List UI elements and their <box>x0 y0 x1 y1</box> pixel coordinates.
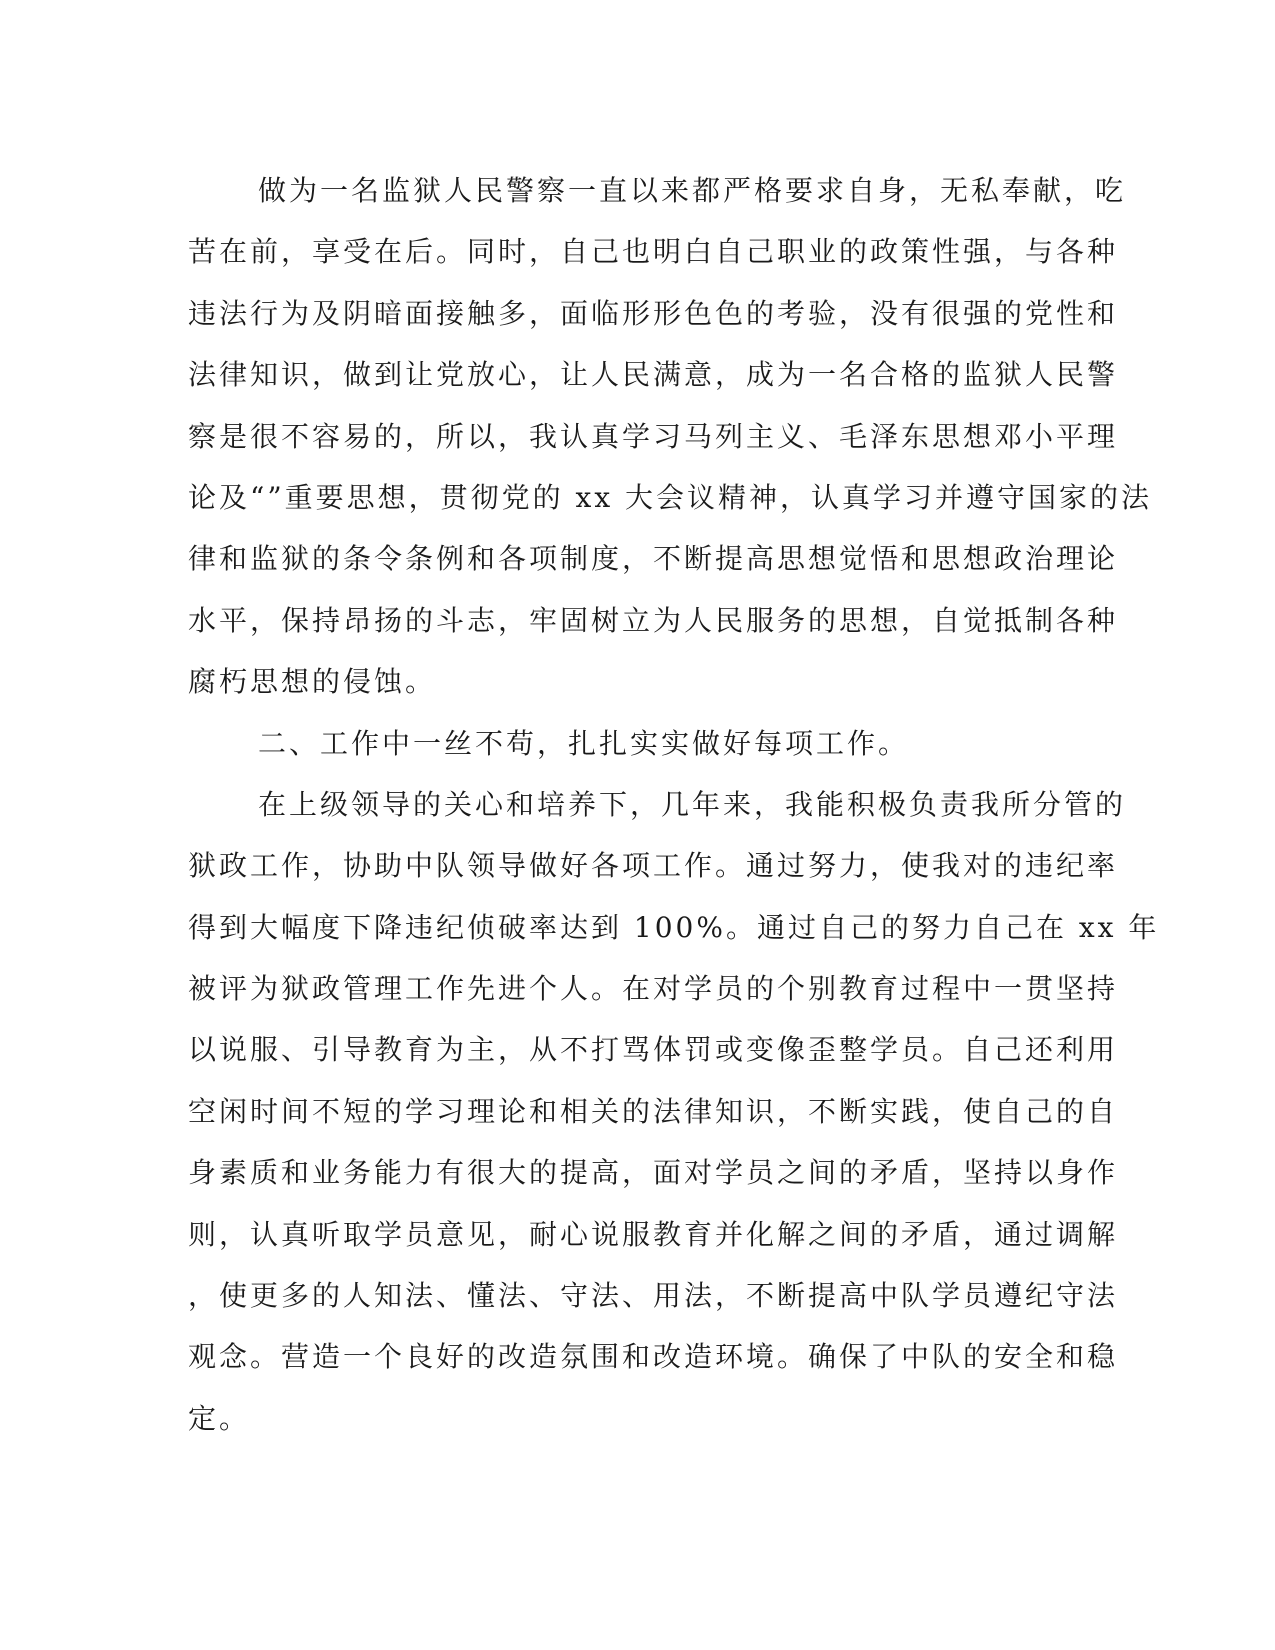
paragraph-line: 狱政工作，协助中队领导做好各项工作。通过努力，使我对的违纪率 <box>188 849 1119 883</box>
paragraph-line: 被评为狱政管理工作先进个人。在对学员的个别教育过程中一贯坚持 <box>188 972 1119 1006</box>
paragraph-line: 得到大幅度下降违纪侦破率达到 100%。通过自己的努力自己在 xx 年 <box>188 910 1160 944</box>
paragraph-line: 则，认真听取学员意见，耐心说服教育并化解之间的矛盾，通过调解 <box>188 1217 1119 1251</box>
paragraph-line: 观念。营造一个良好的改造氛围和改造环境。确保了中队的安全和稳 <box>188 1340 1119 1374</box>
paragraph-line: 身素质和业务能力有很大的提高，面对学员之间的矛盾，坚持以身作 <box>188 1156 1119 1190</box>
paragraph-line: 察是很不容易的，所以，我认真学习马列主义、毛泽东思想邓小平理 <box>188 419 1119 453</box>
paragraph-line: ，使更多的人知法、懂法、守法、用法，不断提高中队学员遵纪守法 <box>188 1279 1119 1313</box>
paragraph-line: 律和监狱的条令条例和各项制度，不断提高思想觉悟和思想政治理论 <box>188 542 1119 576</box>
paragraph-line: 在上级领导的关心和培养下，几年来，我能积极负责我所分管的 <box>258 787 1127 821</box>
paragraph-3 <box>188 774 1160 1449</box>
paragraph-line: 法律知识，做到让党放心，让人民满意，成为一名合格的监狱人民警 <box>188 358 1119 392</box>
paragraph-line: 做为一名监狱人民警察一直以来都严格要求自身，无私奉献，吃 <box>258 174 1127 207</box>
paragraph-line: 水平，保持昂扬的斗志，牢固树立为人民服务的思想，自觉抵制各种 <box>188 603 1119 637</box>
paragraph-line: 空闲时间不短的学习理论和相关的法律知识，不断实践，使自己的自 <box>188 1094 1119 1128</box>
paragraph-line: 苦在前，享受在后。同时，自己也明白自己职业的政策性强，与各种 <box>188 235 1119 269</box>
section-heading-line: 二、工作中一丝不苟，扎扎实实做好每项工作。 <box>258 726 910 760</box>
paragraph-line: 定。 <box>188 1401 251 1435</box>
document-body <box>188 160 1160 1449</box>
paragraph-line: 违法行为及阴暗面接触多，面临形形色色的考验，没有很强的党性和 <box>188 296 1119 330</box>
section-heading-2 <box>188 713 1068 774</box>
paragraph-line: 腐朽思想的侵蚀。 <box>188 665 437 699</box>
paragraph-1 <box>188 160 1153 713</box>
paragraph-line: 论及“”重要思想，贯彻党的 xx 大会议精神，认真学习并遵守国家的法 <box>188 480 1153 514</box>
paragraph-line: 以说服、引导教育为主，从不打骂体罚或变像歪整学员。自己还利用 <box>188 1033 1119 1067</box>
